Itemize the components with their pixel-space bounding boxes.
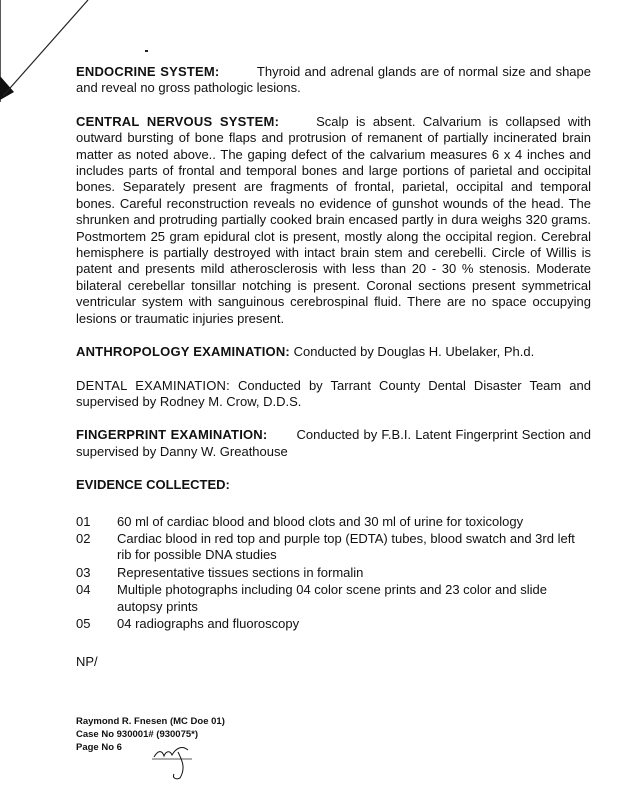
evidence-number: 03: [76, 564, 91, 580]
fingerprint-heading: FINGERPRINT EXAMINATION:: [76, 427, 268, 443]
evidence-item: [76, 514, 591, 530]
footer-name: Raymond R. Fnesen (MC Doe 01): [76, 716, 225, 727]
anthropology-heading: ANTHROPOLOGY EXAMINATION:: [76, 344, 290, 360]
evidence-text: 04 radiographs and fluoroscopy: [117, 615, 300, 631]
dental-text: Conducted by Tarrant County Dental Disaster Team and supervised by Rodney M. Crow, D.D.S.: [76, 377, 591, 409]
anthropology-section: [76, 344, 591, 360]
report-body: [76, 64, 591, 671]
initials-signature: [152, 742, 202, 782]
evidence-item: [76, 531, 591, 564]
evidence-list: [76, 514, 591, 633]
evidence-number: 02: [76, 530, 91, 546]
fingerprint-text: Conducted by F.B.I. Latent Fingerprint Section and supervised by Danny W. Greathouse: [76, 427, 591, 459]
footer-block: [76, 715, 225, 754]
endocrine-text: Thyroid and adrenal glands are of normal size and shape and reveal no gross pathologic lesions.: [76, 64, 591, 96]
fingerprint-section: [76, 427, 591, 460]
dental-section: [76, 378, 591, 411]
typist-initials: NP/: [76, 654, 98, 670]
endocrine-section: [76, 64, 591, 97]
anthropology-text: Conducted by Douglas H. Ubelaker, Ph.d.: [293, 344, 535, 360]
footer-page-number: Page No 6: [76, 742, 122, 753]
evidence-item: [76, 565, 591, 581]
evidence-text: Representative tissues sections in formalin: [117, 564, 364, 580]
evidence-text: Multiple photographs including 04 color scene prints and 23 color and slide autopsy prints: [117, 582, 547, 614]
dental-heading: DENTAL EXAMINATION:: [76, 377, 230, 393]
cns-text: Scalp is absent. Calvarium is collapsed with outward bursting of bone flaps and protrusion of remanent of partially incinerated brain matter as noted above.. The gaping defect of the calvarium measures 6 x 4 inches and includes parts of frontal and temporal bones and large portions of parietal and occipital bones. Separately present are fragments of frontal, parietal, occipital and temporal bones. Careful reconstruction reveals no evidence of gunshot wounds of the head. The shrunken and protruding partially cooked brain encased partly in dura weighs 320 grams. Postmortem 25 gram epidural clot is present, mostly along the occipital region. Cerebral hemisphere is partially destroyed with intact brain stem and cerebelli. Circle of Willis is patent and presents mild atherosclerosis with less than 20 - 30 % stenosis. Moderate bilateral cerebellar tonsillar notching is present. Coronal sections present symmetrical ventricular system with sanguinous cerebrospinal fluid. There are no space occupying lesions or traumatic injuries present.: [76, 113, 591, 326]
speck: [145, 50, 148, 52]
evidence-number: 01: [76, 513, 91, 529]
cns-section: [76, 114, 591, 327]
cns-heading: CENTRAL NERVOUS SYSTEM:: [76, 113, 280, 129]
evidence-text: 60 ml of cardiac blood and blood clots and 30 ml of urine for toxicology: [117, 513, 524, 529]
evidence-heading: EVIDENCE COLLECTED:: [76, 477, 230, 493]
evidence-item: [76, 582, 591, 615]
evidence-item: [76, 616, 591, 632]
endocrine-heading: ENDOCRINE SYSTEM:: [76, 64, 220, 79]
evidence-number: 05: [76, 615, 91, 631]
evidence-text: Cardiac blood in red top and purple top (EDTA) tubes, blood swatch and 3rd left rib for possible DNA studies: [117, 530, 575, 563]
footer-case-number: Case No 930001# (930075*): [76, 729, 199, 740]
evidence-number: 04: [76, 582, 91, 598]
